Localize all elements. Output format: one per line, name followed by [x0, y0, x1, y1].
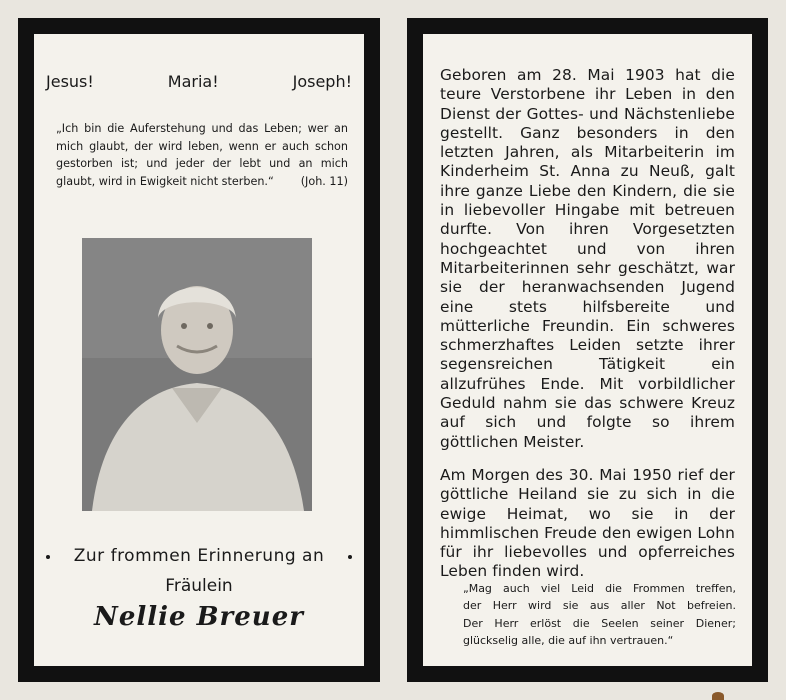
portrait-photo	[82, 238, 312, 511]
ornament-dot-right	[348, 555, 352, 559]
invocation-line	[46, 72, 352, 91]
verse-line: „Mag auch viel Leid die Frommen treffen,	[463, 582, 736, 595]
deceased-name: Nellie Breuer	[94, 602, 304, 632]
verse-line: der Herr wird sie aus aller Not befreien.	[463, 599, 736, 613]
portrait-image	[82, 238, 312, 511]
quote-reference: (Joh. 11)	[300, 174, 348, 188]
memory-line: Zur frommen Erinnerung an	[73, 546, 325, 566]
paper-stain	[712, 692, 724, 700]
memorial-card-left	[18, 18, 380, 682]
memorial-card-right	[407, 18, 768, 682]
closing-verse	[463, 580, 736, 650]
biography	[440, 66, 735, 596]
scripture-quote	[56, 120, 348, 190]
quote-text: „Ich bin die Auferstehung und das Leben; wer an mich glaubt, der wird leben, wenn er auch schon gestorben ist; und jeder der lebt und an mich glaubt, wird in Ewigkeit nicht sterben.“	[56, 122, 348, 188]
honorific-title: Fräulein	[165, 576, 233, 596]
biography-paragraph-2: Am Morgen des 30. Mai 1950 rief der göttliche Heiland sie zu sich in die ewige Heimat, wo sie in der himmlischen Freude den ewigen Lohn für ihr liebevolles und opferreiches Leben finden wird.	[440, 465, 735, 581]
biography-paragraph-1: Geboren am 28. Mai 1903 hat die teure Verstorbene ihr Leben in den Dienst der Gottes- und Nächstenliebe gestellt. Ganz besonders in den letzten Jahren, als Mitarbeiterin im Kinderheim St. Anna zu Neuß, galt ihre ganze Liebe den Kindern, die sie in liebevoller Hingabe mit betreuen durfte. Von ihren Vorgesetzten hochgeachtet und von ihren Mitarbeiterinnen sehr geschätzt, war sie der heranwachsenden Jugend eine stets hilfsbereite und mütterliche Freundin. Ein schweres schmerzhaftes Leiden setzte ihrer segensreichen Tätigkeit ein allzufrühes Ende. Mit vorbildlicher Geduld nahm sie das schwere Kreuz auf sich und folgte so ihrem göttlichen Meister.	[440, 66, 735, 451]
invocation-joseph: Joseph!	[292, 72, 352, 91]
card-left-panel	[34, 34, 364, 666]
card-right-panel	[423, 34, 752, 666]
invocation-jesus: Jesus!	[46, 72, 94, 91]
verse-line: Der Herr erlöst die Seelen seiner Diener;	[463, 616, 736, 630]
verse-line: glückselig alle, die auf ihn vertrauen.“	[463, 634, 674, 648]
invocation-maria: Maria!	[167, 72, 219, 91]
